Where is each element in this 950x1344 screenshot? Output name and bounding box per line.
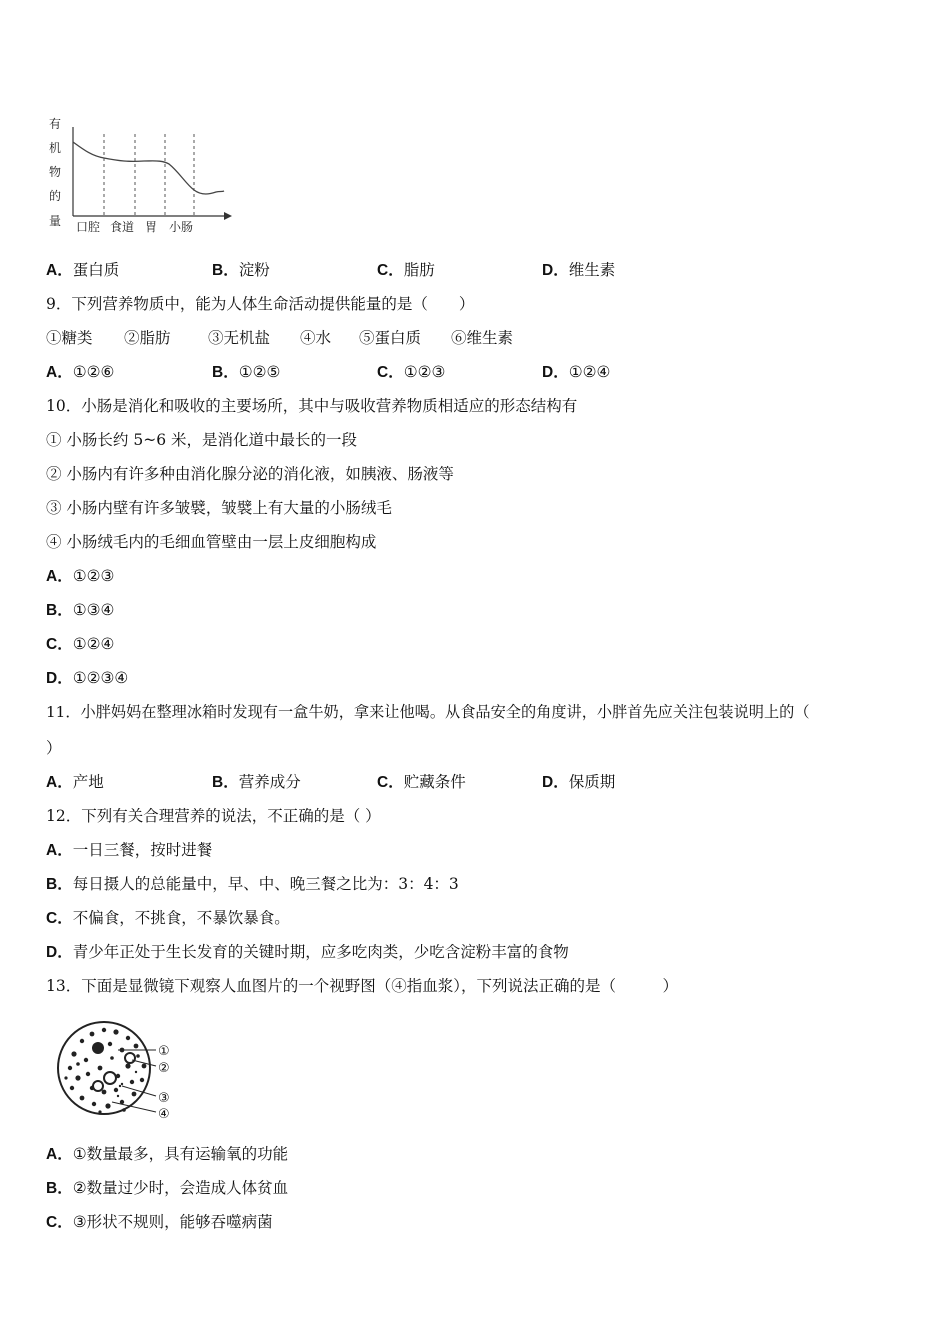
option-label: B． xyxy=(46,602,73,619)
option-label: C． xyxy=(46,636,73,653)
ylabel-char: 的 xyxy=(49,189,62,203)
option-label: A． xyxy=(46,568,73,585)
option-d[interactable] xyxy=(46,667,128,689)
option-b[interactable] xyxy=(46,599,114,621)
option-label: B． xyxy=(212,774,239,791)
option-d[interactable] xyxy=(542,259,615,282)
option-text: 贮藏条件 xyxy=(403,773,466,791)
option-label: D． xyxy=(542,364,569,381)
option-label: C． xyxy=(46,910,73,927)
option-text: 淀粉 xyxy=(238,261,270,279)
mark-4: ④ xyxy=(158,1107,170,1122)
option-text: ①数量最多，具有运输氧的功能 xyxy=(72,1145,289,1163)
ylabel-char: 物 xyxy=(49,165,62,179)
option-label: C． xyxy=(377,262,404,279)
option-text: 青少年正处于生长发育的关键时期，应多吃肉类，少吃含淀粉丰富的食物 xyxy=(72,943,569,961)
option-c[interactable] xyxy=(46,907,290,929)
organic-matter-chart-svg xyxy=(44,112,244,240)
option-label: A． xyxy=(46,1146,73,1163)
option-text: ①②⑤ xyxy=(238,363,281,381)
q11-stem-line1: 11．小胖妈妈在整理冰箱时发现有一盒牛奶，拿来让他喝。从食品安全的角度讲，小胖首先应关注包装说明上的（ xyxy=(46,703,810,721)
q13-stem: 13．下面是显微镜下观察人血图片的一个视野图（④指血浆），下列说法正确的是（ ） xyxy=(46,977,678,995)
option-label: A． xyxy=(46,364,73,381)
x-axis-arrow xyxy=(224,212,232,220)
q12-stem: 12．下列有关合理营养的说法，不正确的是（ ） xyxy=(46,807,381,825)
ylabel-char: 有 xyxy=(49,117,62,131)
q8-options xyxy=(46,259,906,281)
mark-2: ② xyxy=(158,1061,170,1076)
option-a[interactable] xyxy=(46,565,114,587)
option-text: 不偏食，不挑食，不暴饮暴食。 xyxy=(72,909,290,927)
option-text: 蛋白质 xyxy=(72,261,120,279)
option-text: 每日摄人的总能量中，早、中、晚三餐之比为：3：4：3 xyxy=(72,875,459,893)
q9-item: ②脂肪 xyxy=(124,329,171,347)
option-text: 营养成分 xyxy=(238,773,301,791)
option-label: B． xyxy=(46,876,73,893)
q9-item: ⑥维生素 xyxy=(451,329,514,347)
q9-items xyxy=(46,327,906,349)
option-b[interactable] xyxy=(212,259,270,282)
q9-item: ①糖类 xyxy=(46,329,93,347)
q10-statement: ④ 小肠绒毛内的毛细血管壁由一层上皮细胞构成 xyxy=(46,533,377,551)
option-c[interactable] xyxy=(377,771,466,794)
q11-stem-line2: ） xyxy=(46,739,62,757)
option-label: A． xyxy=(46,774,73,791)
option-text: ①②⑥ xyxy=(72,363,115,381)
mark-1: ① xyxy=(158,1044,170,1059)
organic-matter-curve xyxy=(73,142,224,194)
option-text: ①②③④ xyxy=(72,669,129,687)
option-text: ③形状不规则，能够吞噬病菌 xyxy=(72,1213,273,1231)
option-label: C． xyxy=(46,1214,73,1231)
xlabel: 小肠 xyxy=(169,220,194,234)
q11-options xyxy=(46,771,906,793)
option-b[interactable] xyxy=(46,1177,288,1199)
option-text: 保质期 xyxy=(568,773,616,791)
option-d[interactable] xyxy=(542,361,610,384)
ylabel-char: 机 xyxy=(49,141,62,155)
q10-statement: ③ 小肠内壁有许多皱襞，皱襞上有大量的小肠绒毛 xyxy=(46,499,392,517)
option-label: D． xyxy=(542,774,569,791)
option-d[interactable] xyxy=(46,941,569,963)
option-text: ①③④ xyxy=(72,601,115,619)
q9-item: ③无机盐 xyxy=(208,329,271,347)
option-label: C． xyxy=(377,364,404,381)
xlabel: 食道 xyxy=(110,220,135,234)
option-label: D． xyxy=(46,670,73,687)
mark-3: ③ xyxy=(158,1091,170,1106)
option-b[interactable] xyxy=(212,771,301,794)
option-a[interactable] xyxy=(46,259,119,282)
option-text: ①②④ xyxy=(568,363,611,381)
option-c[interactable] xyxy=(377,259,435,282)
blood-smear-figure xyxy=(52,1016,182,1128)
option-label: B． xyxy=(46,1180,73,1197)
option-c[interactable] xyxy=(46,633,114,655)
q9-item: ④水 xyxy=(300,329,332,347)
q9-options xyxy=(46,361,906,383)
option-a[interactable] xyxy=(46,1143,288,1165)
white-blood-cell xyxy=(92,1042,104,1054)
option-b[interactable] xyxy=(46,873,459,895)
q9-stem: 9．下列营养物质中，能为人体生命活动提供能量的是（ ） xyxy=(46,295,475,313)
option-text: ①②④ xyxy=(72,635,115,653)
option-c[interactable] xyxy=(377,361,445,384)
xlabel: 口腔 xyxy=(76,220,101,234)
option-a[interactable] xyxy=(46,771,104,794)
option-text: ①②③ xyxy=(403,363,446,381)
option-text: ②数量过少时，会造成人体贫血 xyxy=(72,1179,289,1197)
option-b[interactable] xyxy=(212,361,280,384)
option-text: 脂肪 xyxy=(403,261,435,279)
option-c[interactable] xyxy=(46,1211,273,1233)
option-text: 产地 xyxy=(72,773,104,791)
blood-smear-svg xyxy=(52,1016,182,1128)
option-text: ①②③ xyxy=(72,567,115,585)
xlabel: 胃 xyxy=(145,220,158,234)
q10-statement: ② 小肠内有许多种由消化腺分泌的消化液，如胰液、肠液等 xyxy=(46,465,454,483)
q9-item: ⑤蛋白质 xyxy=(359,329,422,347)
option-label: D． xyxy=(46,944,73,961)
option-text: 维生素 xyxy=(568,261,616,279)
q10-stem: 10．小肠是消化和吸收的主要场所，其中与吸收营养物质相适应的形态结构有 xyxy=(46,397,578,415)
option-label: B． xyxy=(212,262,239,279)
ylabel-char: 量 xyxy=(49,214,62,228)
option-a[interactable] xyxy=(46,361,114,384)
option-d[interactable] xyxy=(542,771,615,794)
organic-matter-chart xyxy=(44,112,244,240)
option-label: B． xyxy=(212,364,239,381)
option-label: C． xyxy=(377,774,404,791)
option-label: D． xyxy=(542,262,569,279)
option-a[interactable] xyxy=(46,839,212,861)
option-text: 一日三餐，按时进餐 xyxy=(72,841,213,859)
option-label: A． xyxy=(46,262,73,279)
q10-statement: ① 小肠长约 5~6 米，是消化道中最长的一段 xyxy=(46,431,357,449)
option-label: A． xyxy=(46,842,73,859)
